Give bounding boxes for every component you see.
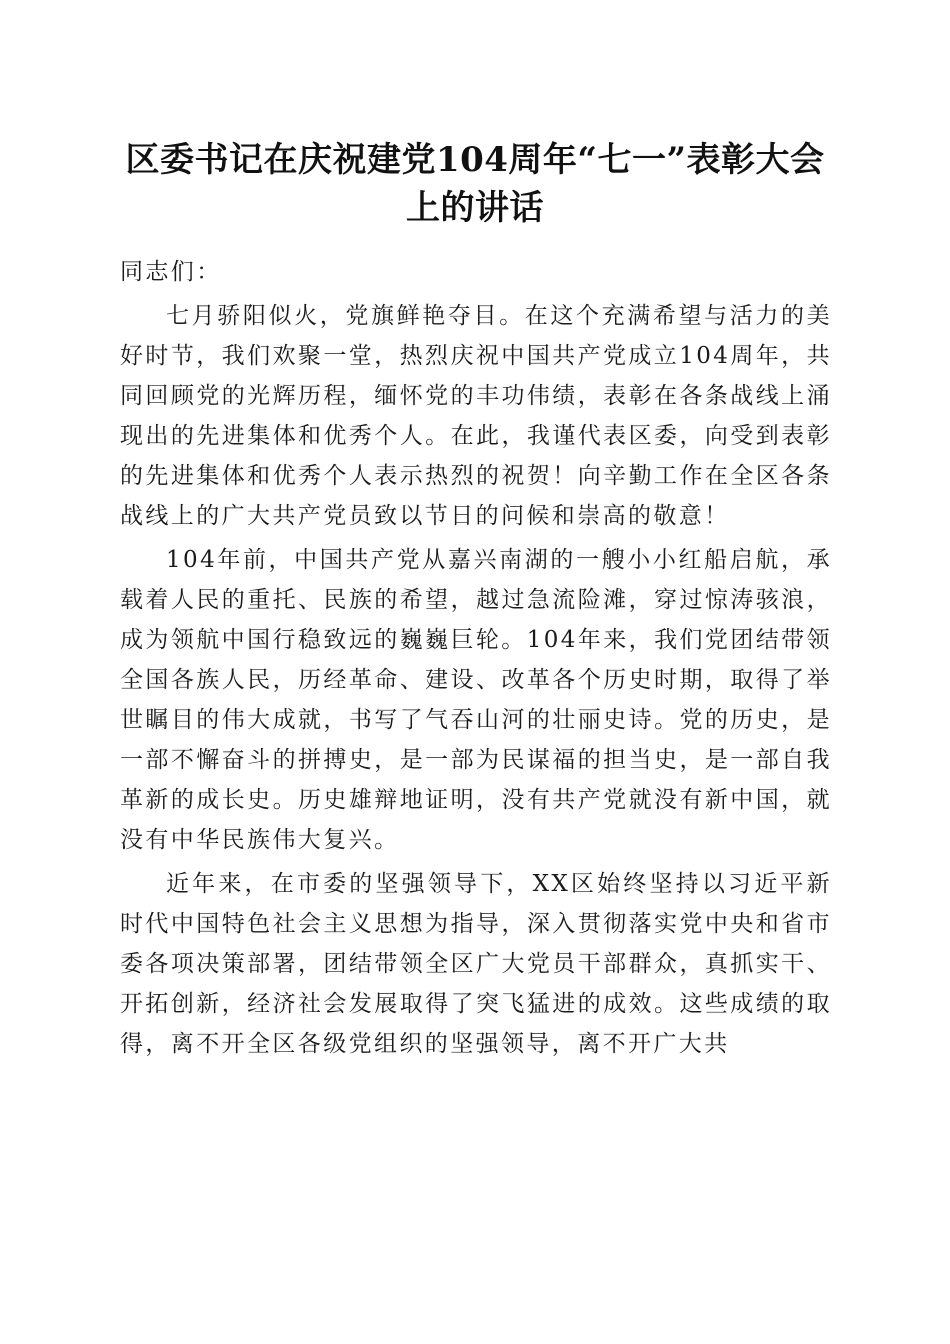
paragraph-1: 七月骄阳似火，党旗鲜艳夺目。在这个充满希望与活力的美好时节，我们欢聚一堂，热烈庆祝中国共产党成立104周年，共同回顾党的光辉历程，缅怀党的丰功伟绩，表彰在各条战线上涌现出的先进集体和优秀个人。在此，我谨代表区委，向受到表彰的先进集体和优秀个人表示热烈的祝贺！向辛勤工作在全区各条战线上的广大共产党员致以节日的问候和崇高的敬意！ xyxy=(120,303,832,529)
document-title: 区委书记在庆祝建党104周年“七一”表彰大会上的讲话 xyxy=(125,140,825,228)
document-body xyxy=(120,252,832,1068)
paragraph-3: 近年来，在市委的坚强领导下，XX区始终坚持以习近平新时代中国特色社会主义思想为指导，深入贯彻落实党中央和省市委各项决策部署，团结带领全区广大党员干部群众，真抓实干、开拓创新，经济社会发展取得了突飞猛进的成效。这些成绩的取得，离不开全区各级党组织的坚强领导，离不开广大共 xyxy=(120,871,832,1057)
salutation: 同志们： xyxy=(120,259,222,285)
paragraph-2: 104年前，中国共产党从嘉兴南湖的一艘小小红船启航，承载着人民的重托、民族的希望，越过急流险滩，穿过惊涛骇浪，成为领航中国行稳致远的巍巍巨轮。104年来，我们党团结带领全国各族人民，历经革命、建设、改革各个历史时期，取得了举世瞩目的伟大成就，书写了气吞山河的壮丽史诗。党的历史，是一部不懈奋斗的拼搏史，是一部为民谋福的担当史，是一部自我革新的成长史。历史雄辩地证明，没有共产党就没有新中国，就没有中华民族伟大复兴。 xyxy=(120,547,832,853)
